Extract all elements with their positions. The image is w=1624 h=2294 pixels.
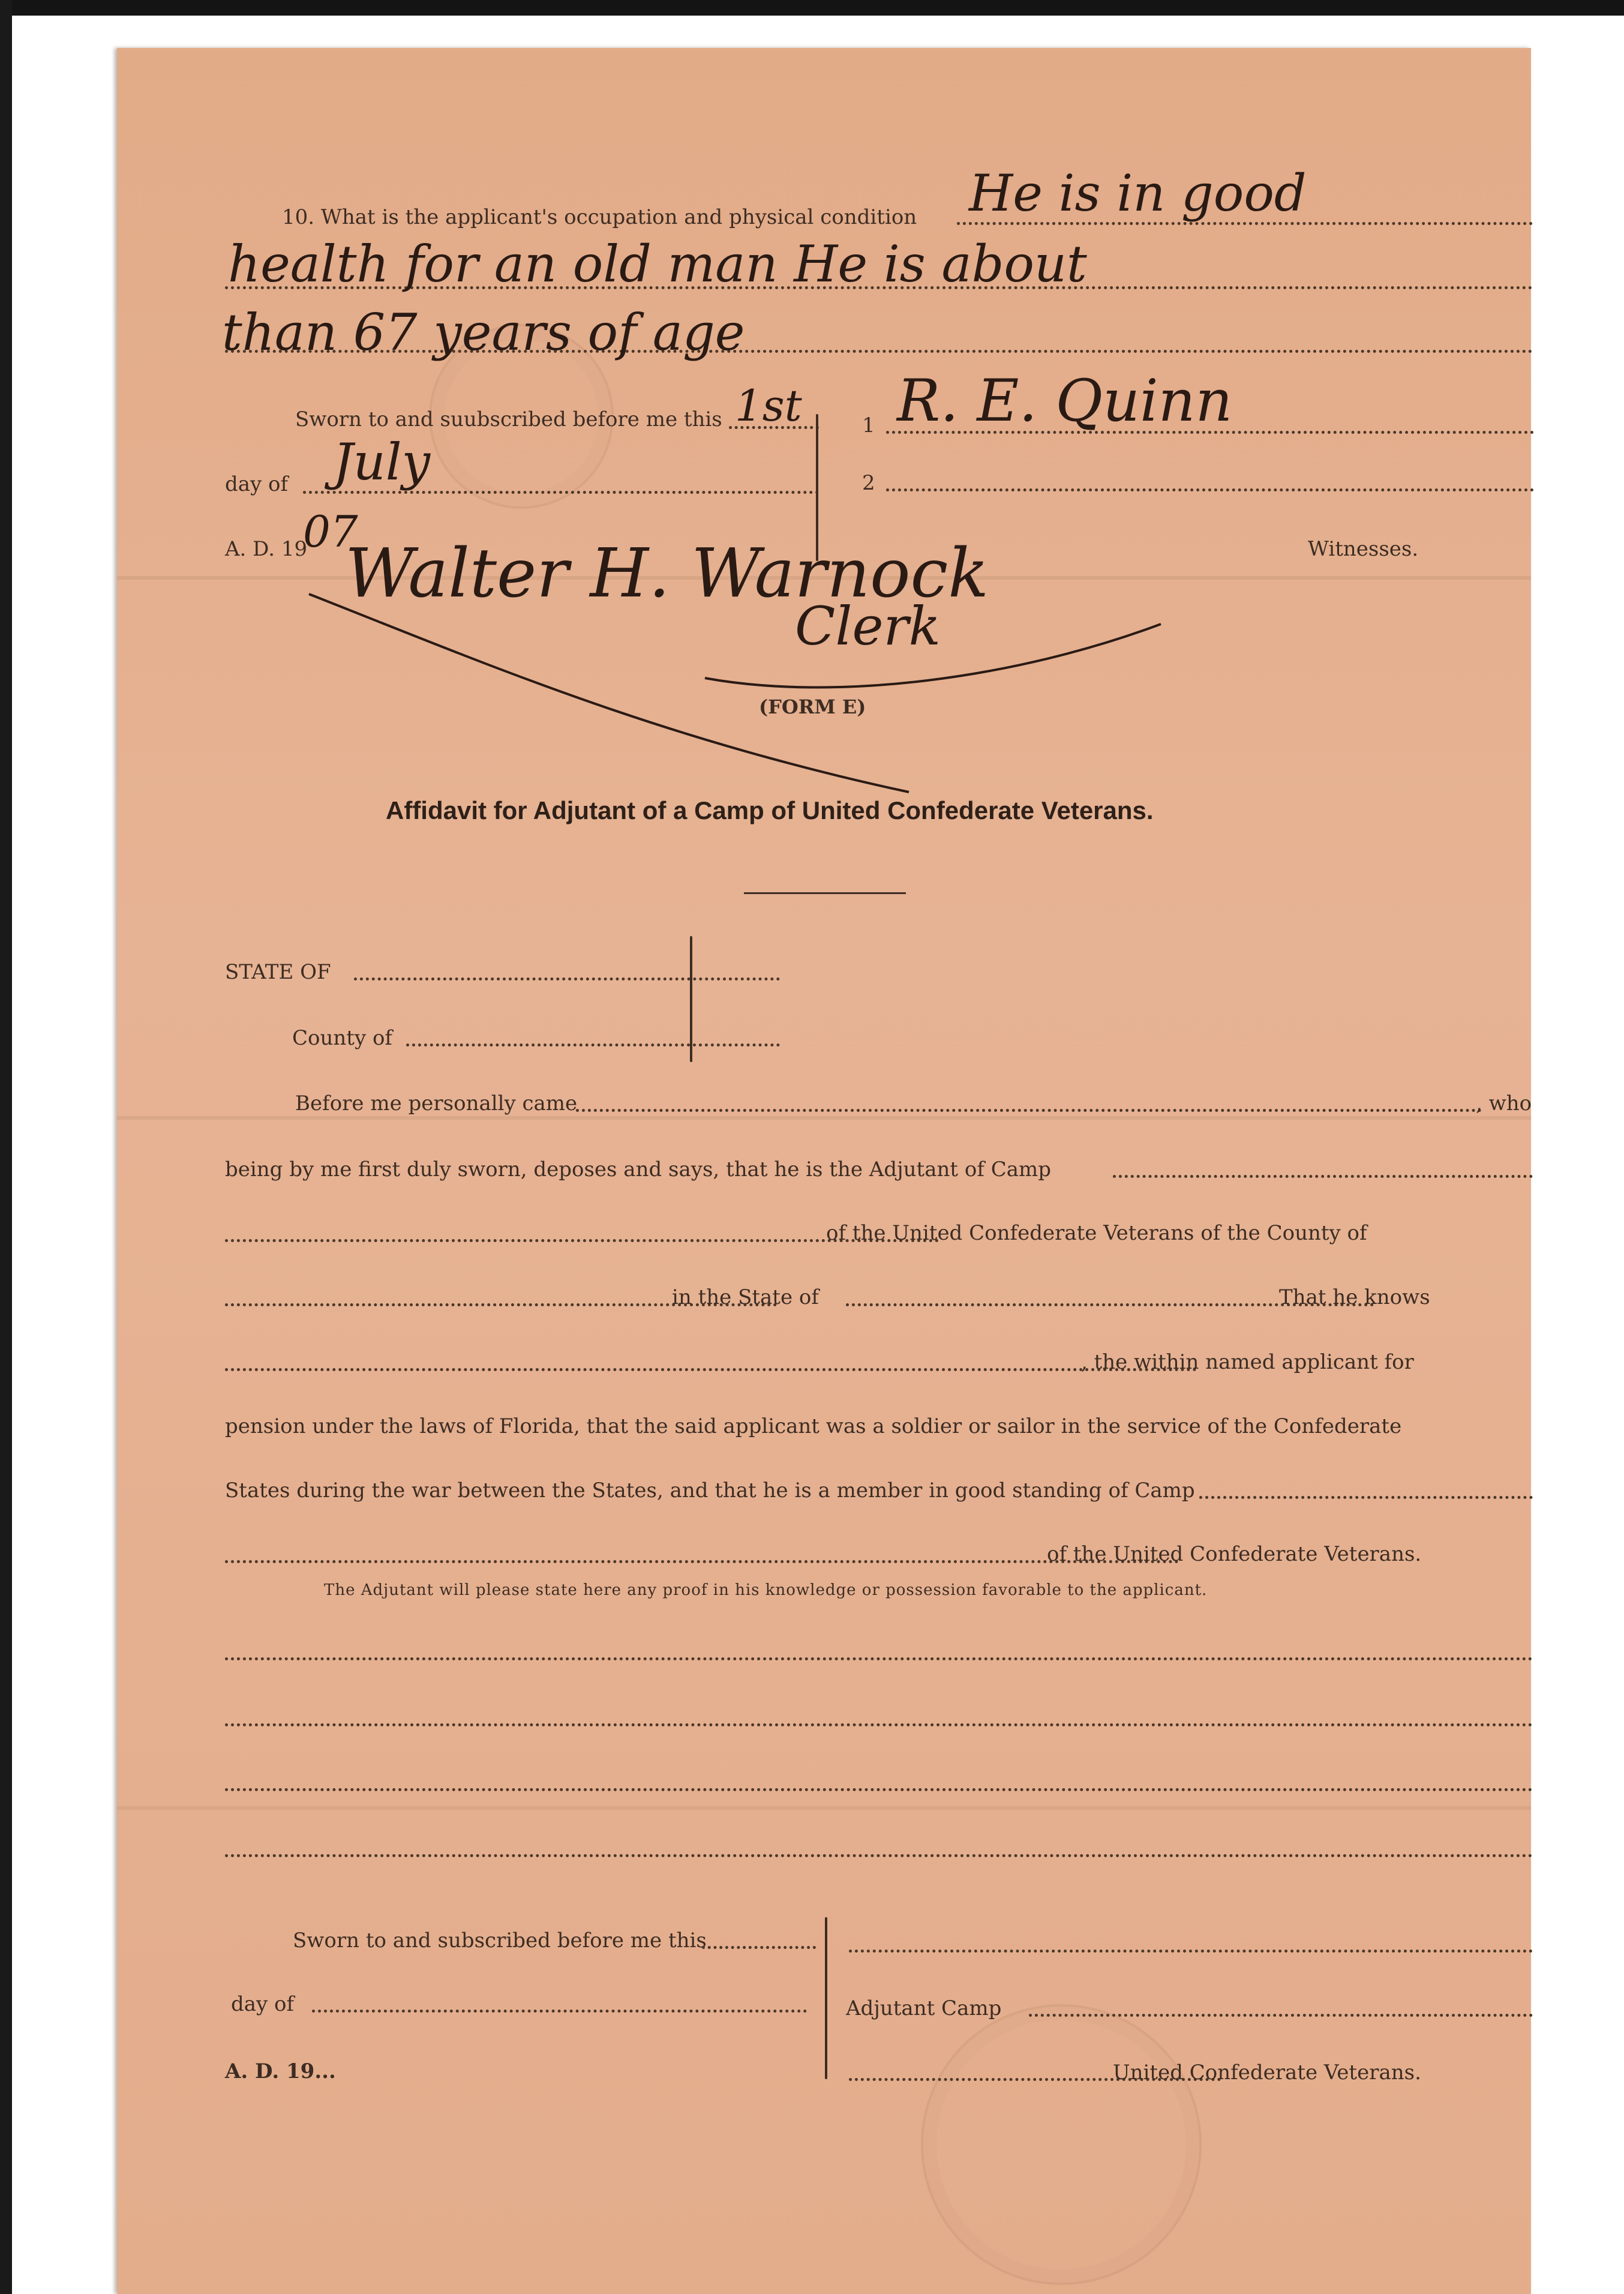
body-line-1-end: , who — [1476, 1091, 1532, 1115]
embossed-seal — [921, 2004, 1202, 2285]
fold-crease — [117, 1806, 1531, 1810]
body-line-4: in the State of — [672, 1285, 819, 1309]
question-10-label: 10. What is the applicant's occupation and physical condition — [282, 205, 917, 229]
q10-answer-line-3: than 67 years of age — [222, 303, 745, 362]
body-line-2: being by me first duly sworn, deposes and says, that he is the Adjutant of Camp — [225, 1158, 1051, 1182]
body-line-1: Before me personally came — [295, 1091, 578, 1115]
month-line-2 — [312, 2010, 807, 2013]
title-rule — [744, 892, 906, 894]
month-value: July — [333, 433, 431, 491]
sworn-text: Sworn to and suubscribed before me this — [295, 407, 722, 431]
affidavit-title: Affidavit for Adjutant of a Camp of United Confederate Veterans. — [386, 796, 1154, 824]
applicant-line — [225, 1368, 1197, 1371]
venue-brace — [690, 936, 692, 1062]
form-label: (FORM E) — [759, 695, 866, 718]
witness-1-signature: R. E. Quinn — [897, 367, 1233, 434]
adjutant-camp-line — [1029, 2014, 1533, 2017]
scan-border-left — [0, 0, 12, 2294]
ad-label: A. D. 19 — [225, 537, 308, 561]
body-line-6: pension under the laws of Florida, that the said applicant was a soldier or sailor in the service of the Confederate — [225, 1414, 1402, 1438]
camp-line-4 — [225, 1560, 1179, 1563]
fold-crease — [117, 1116, 1531, 1120]
state-line — [354, 977, 780, 980]
year-value: 07 — [303, 506, 358, 557]
adjutant-camp-label: Adjutant Camp — [846, 1996, 1002, 2020]
ucv-label: United Confederate Veterans. — [1113, 2061, 1421, 2085]
form-page — [117, 48, 1531, 2294]
day-of-label-2: day of — [231, 1992, 295, 2016]
county-of-label: County of — [292, 1026, 393, 1050]
sworn-text-2: Sworn to and subscribed before me this — [293, 1929, 707, 1953]
day-value: 1st — [735, 380, 802, 431]
camp-line-3 — [1199, 1496, 1533, 1499]
county-line — [406, 1043, 780, 1046]
body-line-8: of the United Confederate Veterans. — [1047, 1542, 1422, 1566]
witness-2-number: 2 — [862, 471, 875, 495]
q10-answer-line-1: He is in good — [969, 164, 1307, 223]
day-of-label: day of — [225, 472, 289, 496]
signature-flourish — [297, 588, 1167, 804]
witness-2-line — [886, 488, 1534, 491]
oath-brace-2 — [825, 1917, 827, 2079]
ad-label-2: A. D. 19... — [225, 2059, 336, 2083]
witnesses-label: Witnesses. — [1308, 537, 1419, 561]
body-line-4-end: That he knows — [1279, 1285, 1430, 1309]
adjutant-name-line — [849, 1950, 1533, 1953]
body-line-7: States during the war between the States, and that he is a member in good standing of Camp — [225, 1479, 1195, 1503]
camp-line-1 — [1113, 1175, 1533, 1178]
name-line — [576, 1109, 1482, 1112]
proof-line-1 — [225, 1657, 1533, 1660]
adjutant-note: The Adjutant will please state here any proof in his knowledge or possession favorable to the applicant. — [324, 1581, 1208, 1599]
state-of-label: STATE OF — [225, 960, 331, 984]
clerk-title-signature: Clerk — [795, 595, 941, 657]
proof-line-4 — [225, 1854, 1533, 1857]
witness-1-number: 1 — [862, 413, 875, 437]
q10-answer-line-2: health for an old man He is about — [228, 235, 1087, 293]
body-line-5: , the within named applicant for — [1081, 1350, 1414, 1374]
scan-border-top — [0, 0, 1624, 16]
proof-line-2 — [225, 1723, 1533, 1726]
proof-line-3 — [225, 1788, 1533, 1791]
day-line-2 — [702, 1946, 816, 1949]
body-line-3: of the United Confederate Veterans of the County of — [826, 1221, 1367, 1245]
clerk-signature: Walter H. Warnock — [345, 535, 989, 613]
